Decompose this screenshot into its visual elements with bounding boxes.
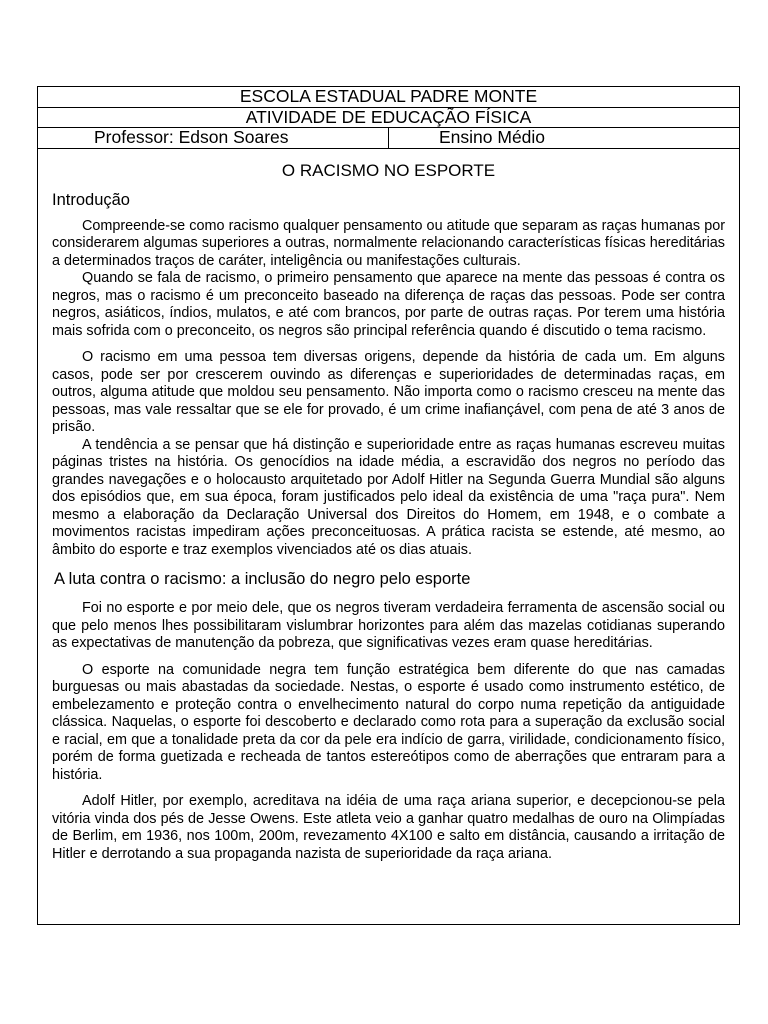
paragraph: Foi no esporte e por meio dele, que os negros tiveram verdadeira ferramenta de ascensão social ou que pelo menos lhes possibilitaram vislumbrar horizontes para além das mazelas cotidianas superando as expectativas de manutenção da pobreza, que significativas vezes eram quase hereditárias. xyxy=(52,600,725,651)
paragraph: Adolf Hitler, por exemplo, acreditava na idéia de uma raça ariana superior, e decepcionou-se pela vitória vinda dos pés de Jesse Owens. Este atleta veio a ganhar quatro medalhas de ouro na Olimpíadas de Berlim, em 1936, nos 100m, 200m, revezamento 4X100 e salto em distância, causando a irritação de Hitler e derrotando a sua propaganda nazista de superioridade da raça ariana. xyxy=(52,793,725,862)
section-heading-inclusion: A luta contra o racismo: a inclusão do negro pelo esporte xyxy=(54,570,471,588)
school-name: ESCOLA ESTADUAL PADRE MONTE xyxy=(38,87,739,107)
document-title: O RACISMO NO ESPORTE xyxy=(281,160,496,180)
document-body xyxy=(38,161,739,864)
paragraph: A tendência a se pensar que há distinção e superioridade entre as raças humanas escreveu muitas páginas tristes na história. Os genocídios na idade média, a escravidão dos negros no período das grandes navegações e o holocausto arquitetado por Adolf Hitler na Segunda Guerra Mundial são alguns dos episódios que, em sua época, foram justificados pelo ideal da existência de uma "raça pura". Nem mesmo a elaboração da Declaração Universal dos Direitos do Homem, em 1948, e o combate a movimentos racistas impediram ações preconceituosas. A prática racista se estende, até mesmo, ao âmbito do esporte e traz exemplos vivenciados até os dias atuais. xyxy=(52,436,725,558)
activity-name: ATIVIDADE DE EDUCAÇÃO FÍSICA xyxy=(38,107,739,128)
paragraph: O racismo em uma pessoa tem diversas origens, depende da história de cada um. Em alguns casos, pode ser por crescerem ouvindo as diferenças e superioridades de determinadas raças, em outros, alguma atitude que moldou seu pensamento. Não importa como o racismo cresceu na mente das pessoas, mas vale ressaltar que se ele for provado, é um crime inafiançável, com pena de até 3 anos de prisão. xyxy=(52,349,725,435)
paragraph: Quando se fala de racismo, o primeiro pensamento que aparece na mente das pessoas é contra os negros, mas o racismo é um preconceito baseado na diferença de raças das pessoas. Pode ser contra negros, asiáticos, índios, mulatos, e até com brancos, por parte de outras raças. Por terem uma história mais sofrida com o preconceito, os negros são principal referência quando é discutido o tema racismo. xyxy=(52,270,725,339)
professor-name: Professor: Edson Soares xyxy=(38,128,389,149)
education-level: Ensino Médio xyxy=(389,128,740,149)
paragraph: O esporte na comunidade negra tem função estratégica bem diferente do que nas camadas burguesas ou mais abastadas da sociedade. Nestas, o esporte é usado como instrumento estético, de embelezamento e proteção contra o envelhecimento natural do corpo numa repetição da antiguidade clássica. Naquelas, o esporte foi descoberto e declarado como rota para a superação da exclusão social e racial, em que a tonalidade preta da cor da pele era indício de garra, virilidade, condicionamento físico, porém de forma guetizada e recheada de tantos estereótipos como de aberrações que entraram para a história. xyxy=(52,661,725,783)
document-frame xyxy=(37,86,740,925)
paragraph: Compreende-se como racismo qualquer pensamento ou atitude que separam as raças humanas por considerarem algumas superiores a outras, normalmente relacionando características físicas hereditárias a determinados traços de caráter, inteligência ou manifestações culturais. xyxy=(52,217,725,269)
header-table xyxy=(38,87,739,149)
section-heading-introduction: Introdução xyxy=(52,190,130,209)
